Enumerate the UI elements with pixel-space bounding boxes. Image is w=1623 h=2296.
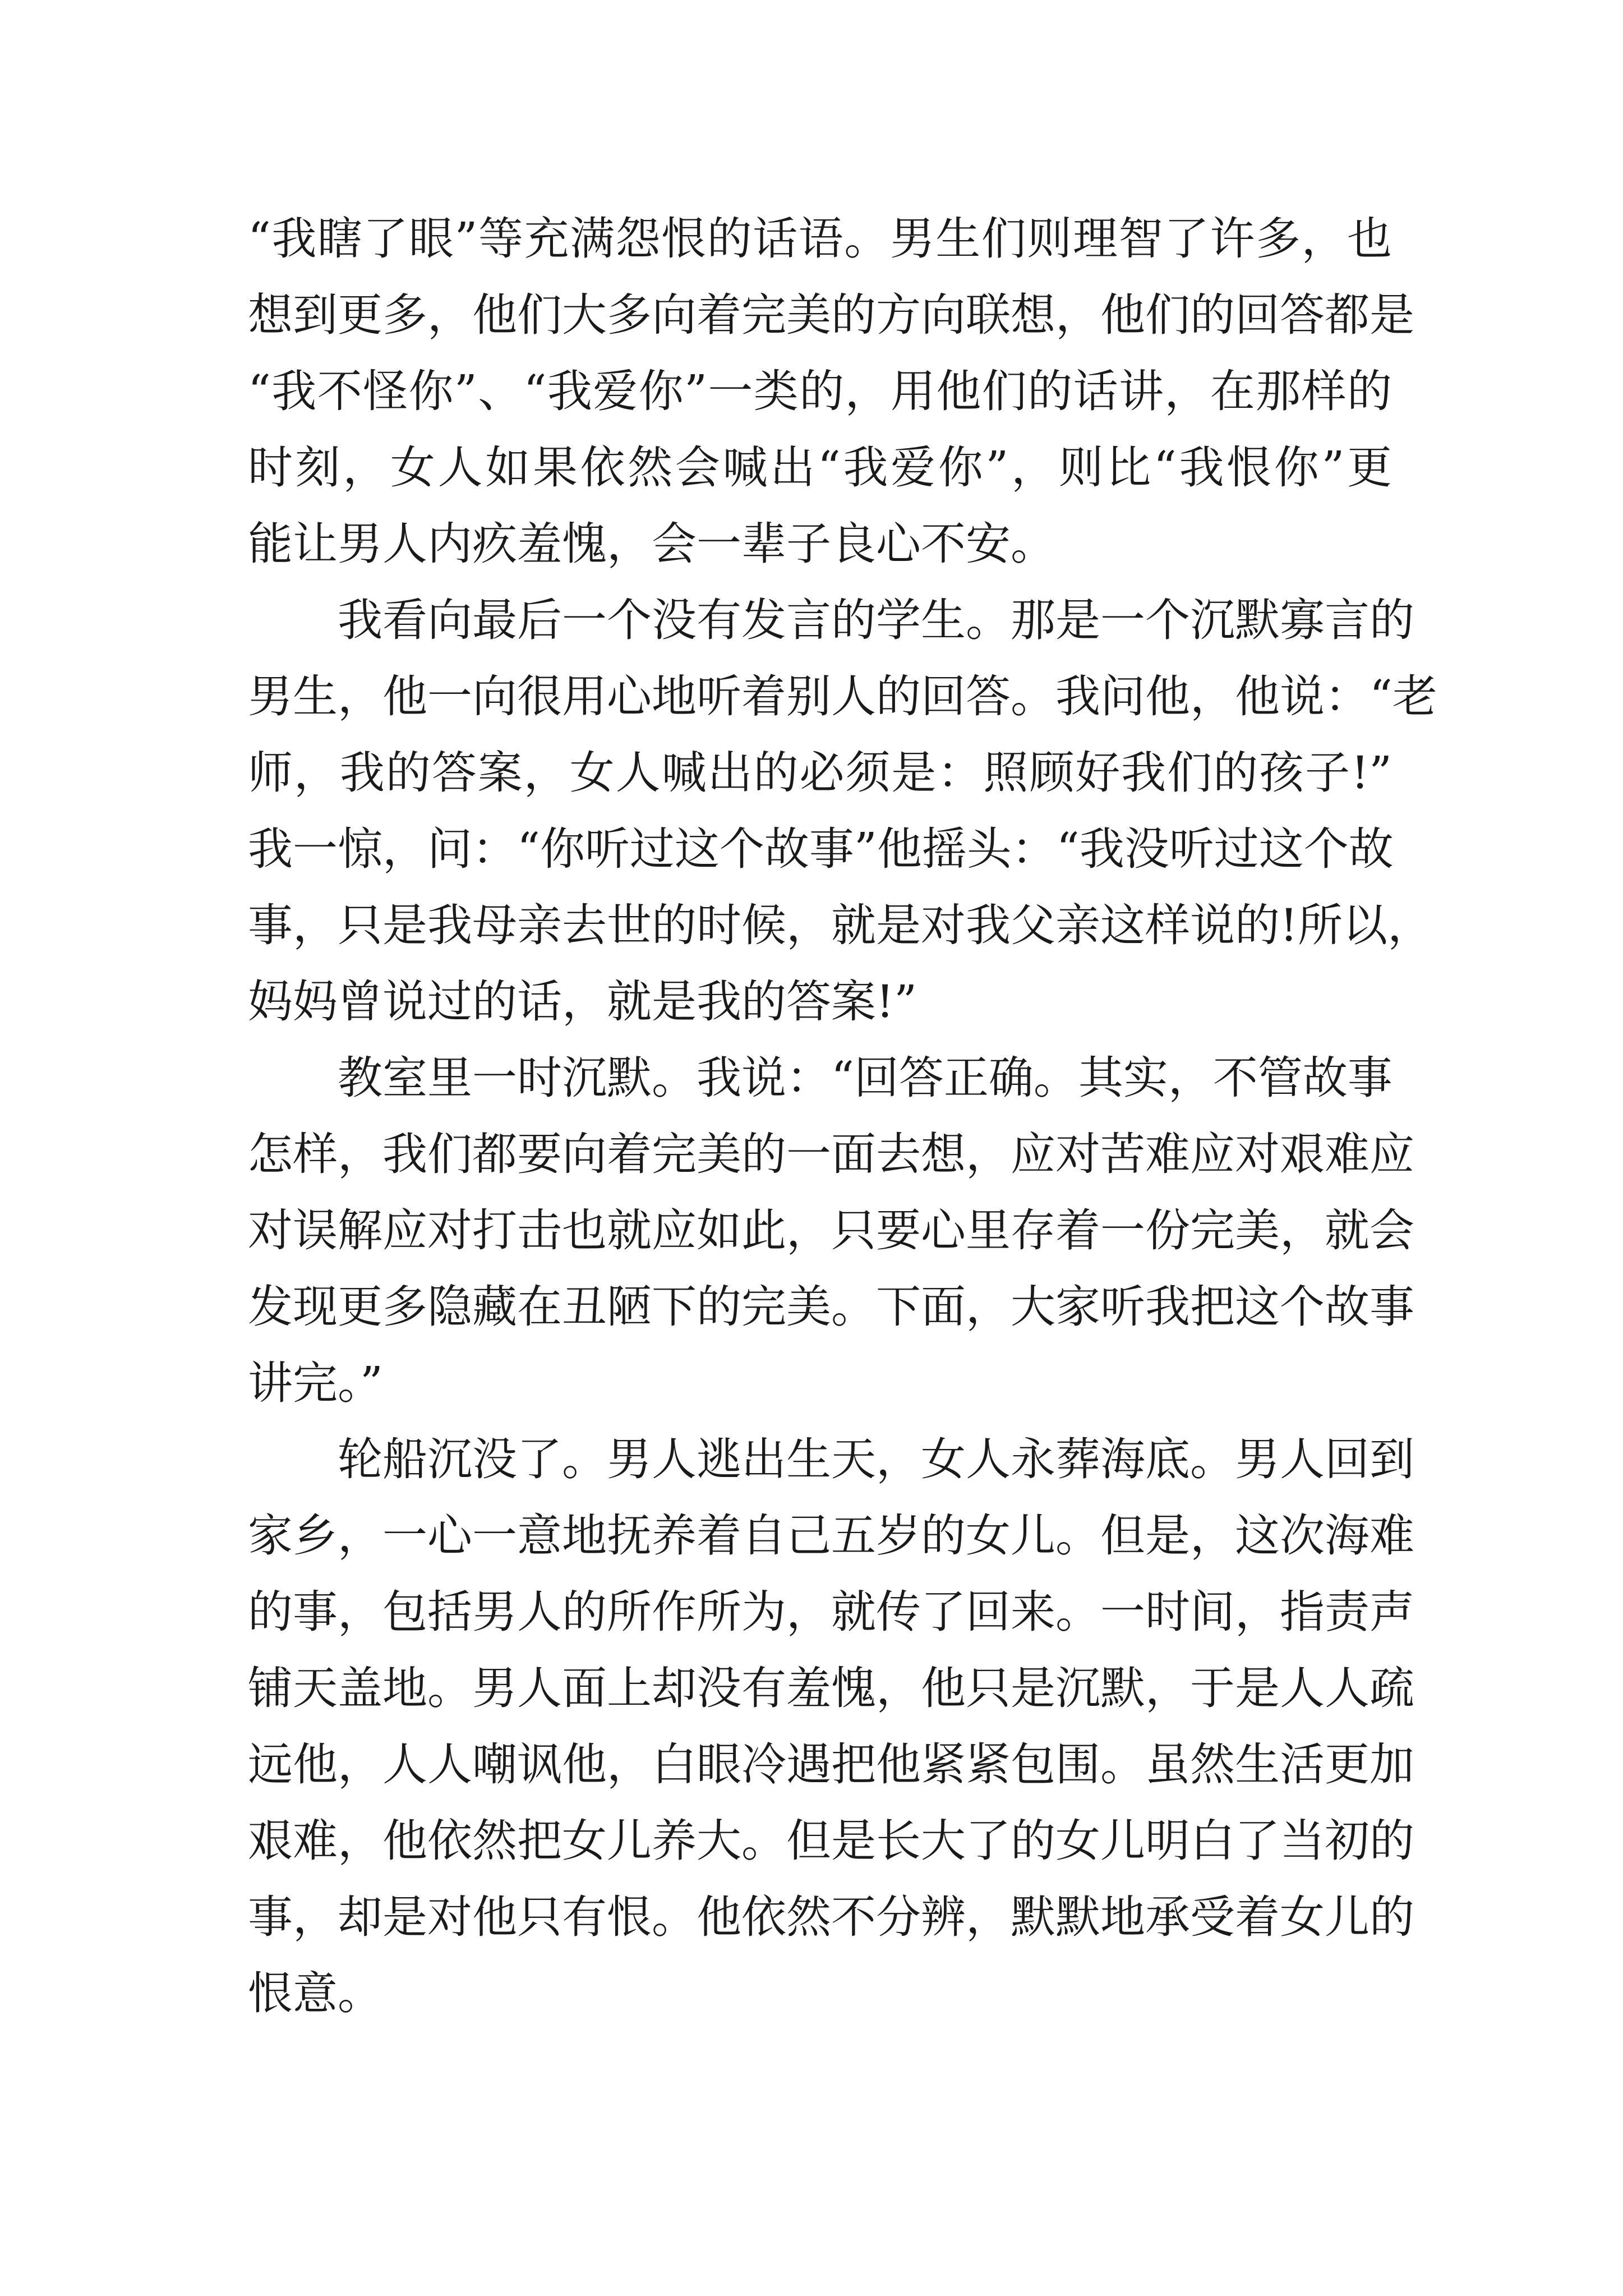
text-line: 我一惊，问：“你听过这个故事”他摇头：“我没听过这个故	[248, 823, 1394, 875]
text-line: 师，我的答案，女人喊出的必须是：照顾好我们的孩子!”	[248, 747, 1392, 799]
text-line: “我不怪你”、“我爱你”一类的，用他们的话讲，在那样的	[248, 365, 1392, 417]
text-line: 事，只是我母亲去世的时候，就是对我父亲这样说的!所以，	[248, 899, 1433, 951]
body-text	[248, 201, 1437, 2032]
text-line: 艰难，他依然把女儿养大。但是长大了的女儿明白了当初的	[248, 1815, 1414, 1867]
text-line: 事，却是对他只有恨。他依然不分辨，默默地承受着女儿的	[248, 1891, 1414, 1943]
text-line: 妈妈曾说过的话，就是我的答案!”	[248, 976, 917, 1028]
text-line: 恨意。	[248, 1967, 382, 2019]
text-line: 教室里一时沉默。我说：“回答正确。其实，不管故事	[338, 1052, 1393, 1104]
text-line: 怎样，我们都要向着完美的一面去想，应对苦难应对艰难应	[248, 1128, 1414, 1180]
text-line: 发现更多隐藏在丑陋下的完美。下面，大家听我把这个故事	[248, 1281, 1414, 1333]
text-line: 铺天盖地。男人面上却没有羞愧，他只是沉默，于是人人疏	[248, 1662, 1414, 1714]
text-line: 能让男人内疚羞愧，会一辈子良心不安。	[248, 518, 1055, 570]
text-line: 时刻，女人如果依然会喊出“我爱你”，则比“我恨你”更	[248, 441, 1392, 494]
text-line: 对误解应对打击也就应如此，只要心里存着一份完美，就会	[248, 1204, 1414, 1257]
text-line: 男生，他一向很用心地听着别人的回答。我问他，他说：“老	[248, 670, 1437, 723]
text-line: 轮船沉没了。男人逃出生天，女人永葬海底。男人回到	[338, 1433, 1414, 1485]
text-line: 的事，包括男人的所作所为，就传了回来。一时间，指责声	[248, 1586, 1414, 1638]
text-line: 家乡，一心一意地抚养着自己五岁的女儿。但是，这次海难	[248, 1510, 1414, 1562]
text-line: 远他，人人嘲讽他，白眼冷遇把他紧紧包围。虽然生活更加	[248, 1738, 1414, 1791]
text-line: 我看向最后一个没有发言的学生。那是一个沉默寡言的	[338, 594, 1414, 646]
text-line: 讲完。”	[248, 1357, 383, 1409]
text-line: 想到更多，他们大多向着完美的方向联想，他们的回答都是	[248, 289, 1414, 341]
text-line: “我瞎了眼”等充满怨恨的话语。男生们则理智了许多，也	[248, 213, 1392, 265]
